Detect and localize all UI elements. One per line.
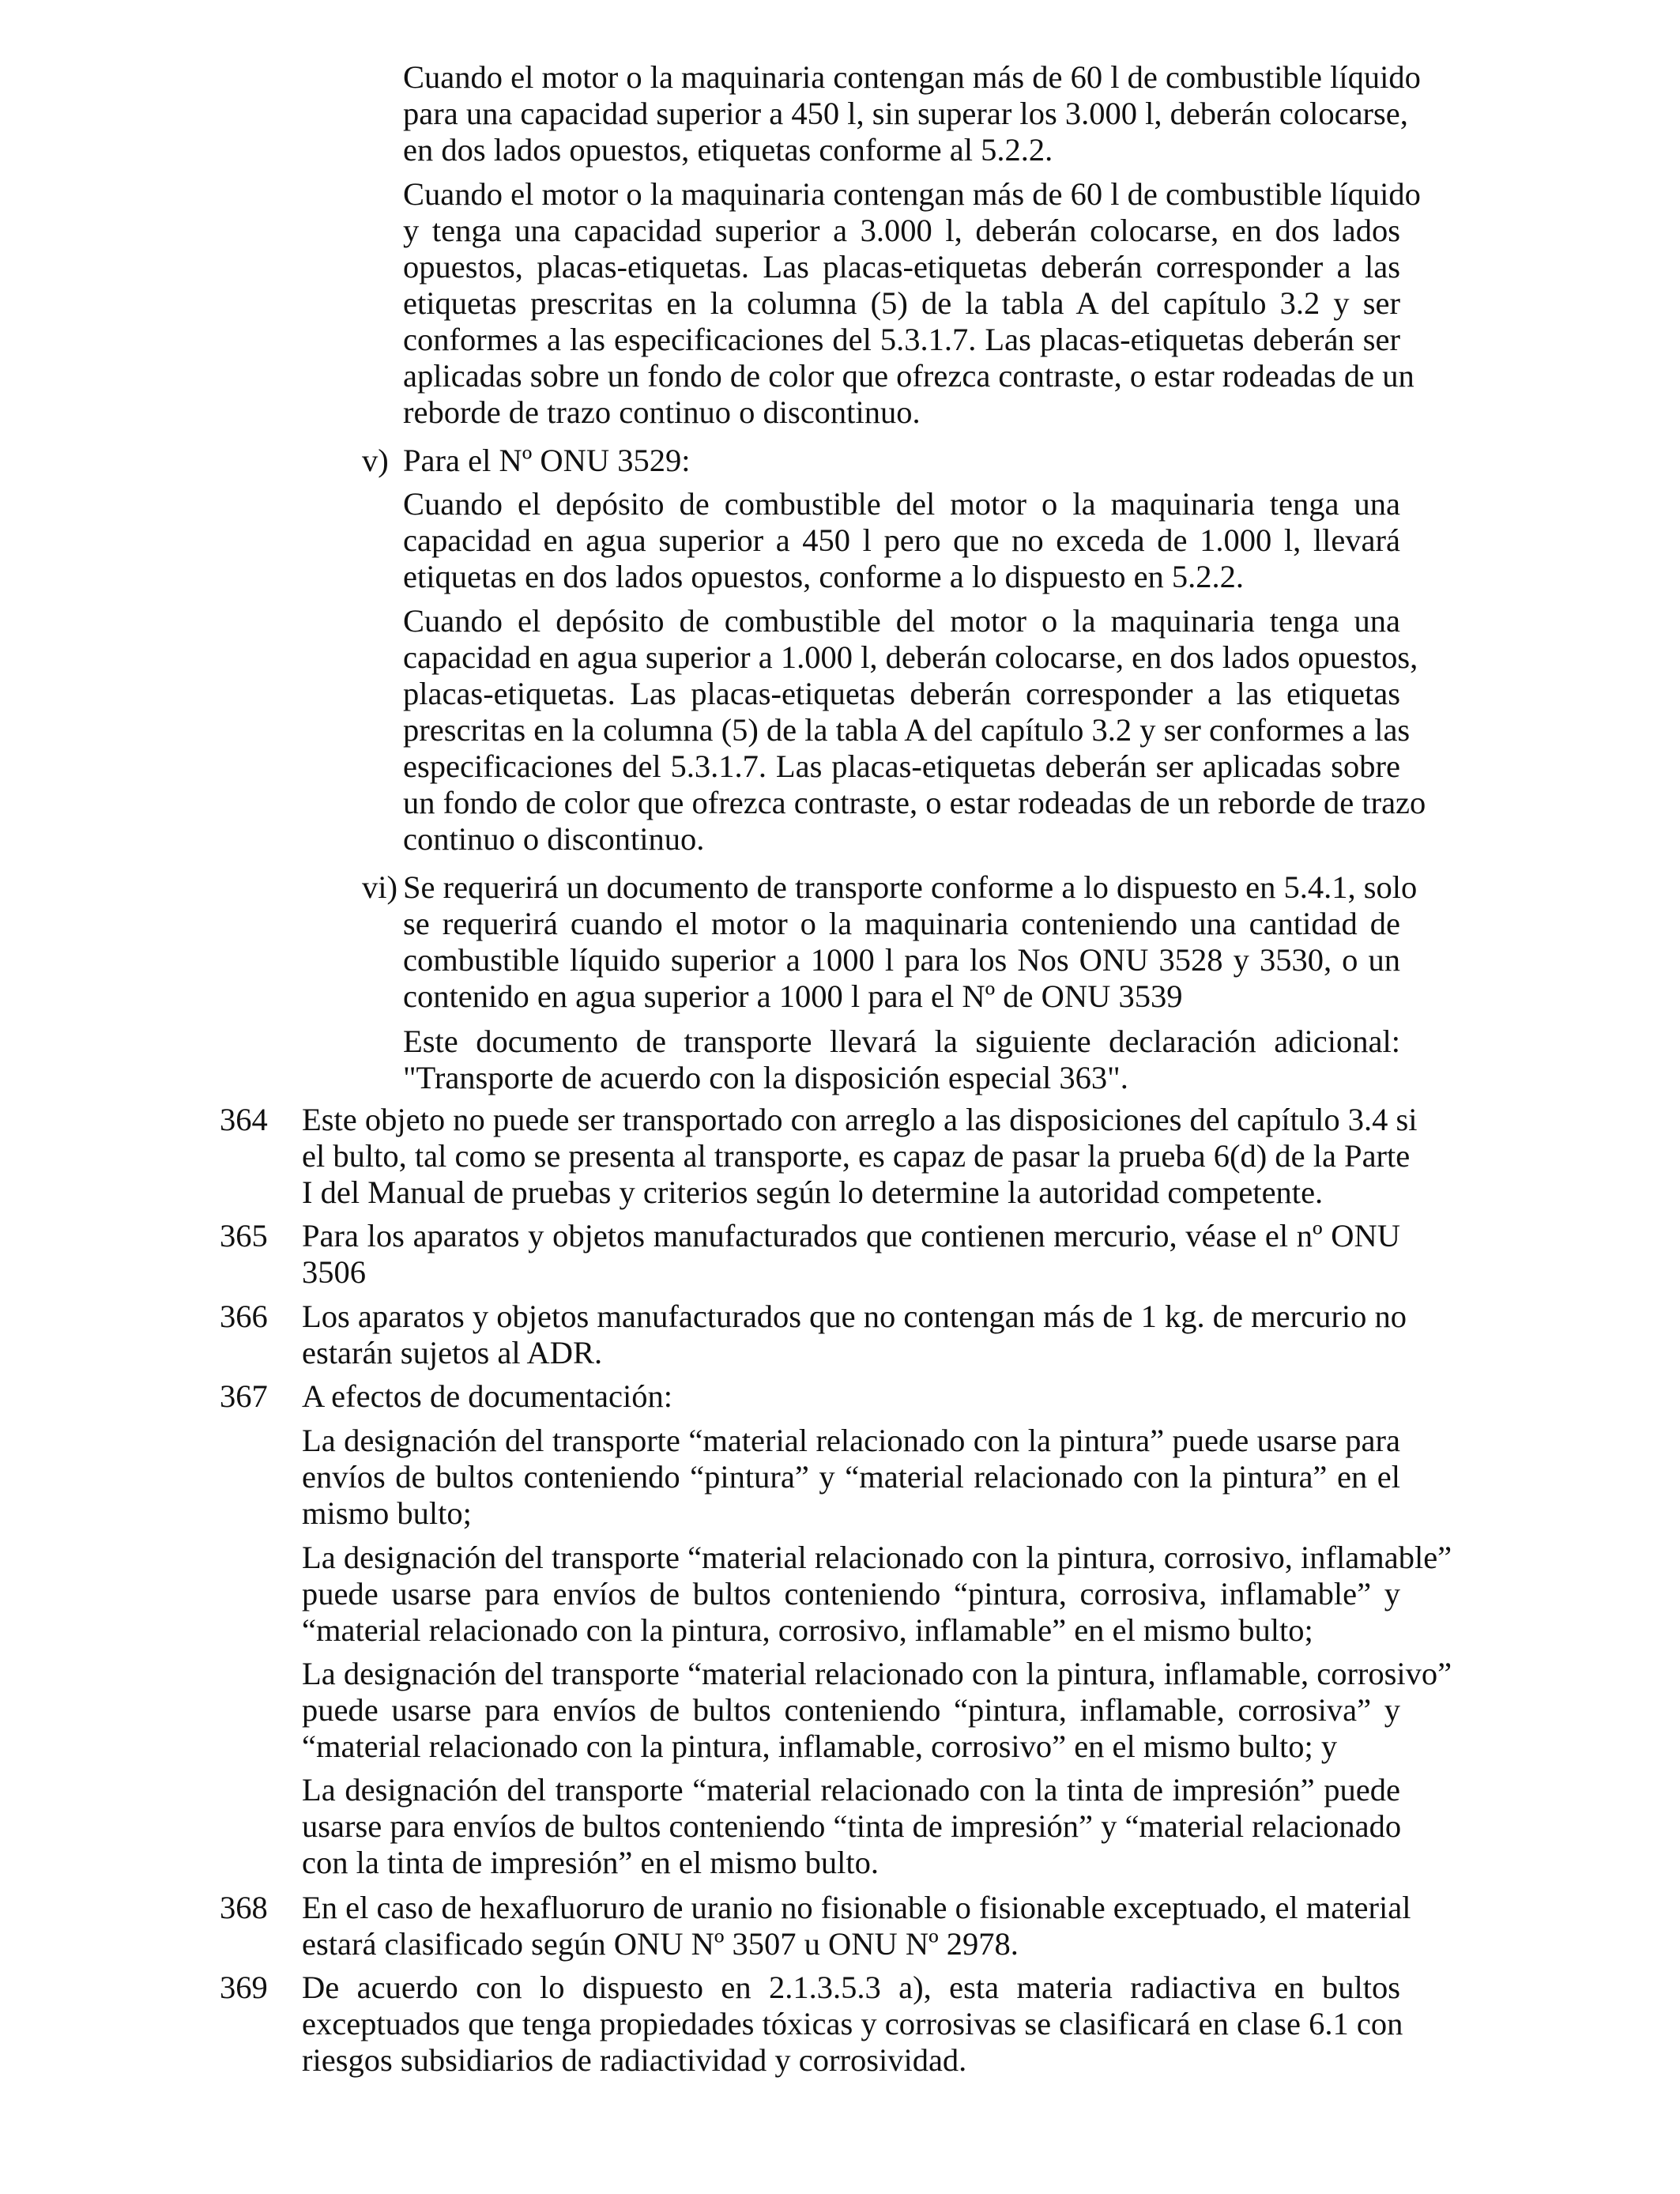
text-line: De acuerdo con lo dispuesto en 2.1.3.5.3 a), esta materia radiactiva en bultos xyxy=(302,1970,1400,2005)
text-line: “material relacionado con la pintura, inflamable, corrosivo” en el mismo bulto; y xyxy=(302,1728,1338,1764)
text-line: capacidad en agua superior a 1.000 l, deberán colocarse, en dos lados opuestos, xyxy=(403,639,1418,675)
text-line: Cuando el depósito de combustible del motor o la maquinaria tenga una xyxy=(403,603,1400,639)
provision-number-369: 369 xyxy=(220,1970,268,2005)
text-line: La designación del transporte “material relacionado con la pintura, inflamable, corrosivo” xyxy=(302,1656,1452,1691)
paragraph-9 xyxy=(302,1772,1400,1881)
text-line: para una capacidad superior a 450 l, sin superar los 3.000 l, deberán colocarse, xyxy=(403,96,1408,131)
text-line: En el caso de hexafluoruro de uranio no fisionable o fisionable exceptuado, el material xyxy=(302,1890,1411,1925)
text-line: A efectos de documentación: xyxy=(302,1378,672,1414)
paragraph-1 xyxy=(403,59,1421,168)
provision-364-text xyxy=(302,1102,1418,1211)
text-line: continuo o discontinuo. xyxy=(403,821,705,857)
provision-number-365: 365 xyxy=(220,1218,268,1253)
text-line: el bulto, tal como se presenta al transporte, es capaz de pasar la prueba 6(d) de la Parte xyxy=(302,1138,1411,1174)
text-line: I del Manual de pruebas y criterios según lo determine la autoridad competente. xyxy=(302,1174,1324,1210)
text-line: envíos de bultos conteniendo “pintura” y “material relacionado con la pintura” en el xyxy=(302,1459,1400,1495)
paragraph-7 xyxy=(302,1540,1452,1649)
paragraph-5 xyxy=(403,1023,1400,1096)
provision-368-text xyxy=(302,1890,1411,1962)
provision-366-text xyxy=(302,1299,1407,1371)
text-line: Cuando el motor o la maquinaria contengan más de 60 l de combustible líquido xyxy=(403,59,1421,95)
text-line: riesgos subsidiarios de radiactividad y corrosividad. xyxy=(302,2042,967,2078)
text-line: capacidad en agua superior a 450 l pero que no exceda de 1.000 l, llevará xyxy=(403,522,1400,558)
text-line: etiquetas prescritas en la columna (5) de la tabla A del capítulo 3.2 y ser xyxy=(403,285,1400,321)
text-line: un fondo de color que ofrezca contraste, o estar rodeadas de un reborde de trazo xyxy=(403,785,1426,820)
text-line: con la tinta de impresión” en el mismo bulto. xyxy=(302,1845,879,1880)
text-line: exceptuados que tenga propiedades tóxicas y corrosivas se clasificará en clase 6.1 con xyxy=(302,2006,1403,2041)
text-line: en dos lados opuestos, etiquetas conforme al 5.2.2. xyxy=(403,132,1053,168)
provision-number-368: 368 xyxy=(220,1890,268,1925)
provision-365-text xyxy=(302,1218,1400,1291)
text-line: estarán sujetos al ADR. xyxy=(302,1335,603,1370)
text-line: Cuando el motor o la maquinaria contengan más de 60 l de combustible líquido xyxy=(403,176,1421,212)
provision-number-366: 366 xyxy=(220,1299,268,1334)
text-line: Los aparatos y objetos manufacturados que no contengan más de 1 kg. de mercurio no xyxy=(302,1299,1407,1334)
item-marker-v: v) xyxy=(362,443,389,478)
text-line: Para el Nº ONU 3529: xyxy=(403,443,691,478)
paragraph-8 xyxy=(302,1656,1452,1765)
item-marker-vi: vi) xyxy=(362,869,397,905)
text-line: “material relacionado con la pintura, corrosivo, inflamable” en el mismo bulto; xyxy=(302,1612,1313,1648)
text-line: 3506 xyxy=(302,1254,366,1290)
paragraph-6 xyxy=(302,1423,1400,1532)
text-line: opuestos, placas-etiquetas. Las placas-etiquetas deberán corresponder a las xyxy=(403,249,1400,285)
text-line: y tenga una capacidad superior a 3.000 l, deberán colocarse, en dos lados xyxy=(403,213,1400,248)
provision-367-heading xyxy=(302,1378,1400,1415)
text-line: etiquetas en dos lados opuestos, conforme a lo dispuesto en 5.2.2. xyxy=(403,559,1245,594)
provision-369-text xyxy=(302,1970,1403,2079)
text-line: La designación del transporte “material relacionado con la pintura” puede usarse para xyxy=(302,1423,1400,1458)
text-line: Este documento de transporte llevará la siguiente declaración adicional: xyxy=(403,1023,1400,1059)
provision-number-364: 364 xyxy=(220,1102,268,1137)
text-line: especificaciones del 5.3.1.7. Las placas-etiquetas deberán ser aplicadas sobre xyxy=(403,748,1400,784)
text-line: aplicadas sobre un fondo de color que ofrezca contraste, o estar rodeadas de un xyxy=(403,358,1414,394)
text-line: Para los aparatos y objetos manufacturados que contienen mercurio, véase el nº ONU xyxy=(302,1218,1400,1253)
text-line: estará clasificado según ONU Nº 3507 u ONU Nº 2978. xyxy=(302,1926,1019,1962)
item-v-heading xyxy=(403,443,1400,479)
text-line: La designación del transporte “material relacionado con la tinta de impresión” puede xyxy=(302,1772,1400,1808)
text-line: placas-etiquetas. Las placas-etiquetas deberán corresponder a las etiquetas xyxy=(403,676,1400,711)
text-line: puede usarse para envíos de bultos conteniendo “pintura, corrosiva, inflamable” y xyxy=(302,1576,1400,1612)
text-line: reborde de trazo continuo o discontinuo. xyxy=(403,394,921,430)
text-line: combustible líquido superior a 1000 l para los Nos ONU 3528 y 3530, o un xyxy=(403,942,1400,978)
text-line: La designación del transporte “material relacionado con la pintura, corrosivo, inflamable” xyxy=(302,1540,1452,1575)
item-vi xyxy=(403,869,1418,1015)
text-line: Se requerirá un documento de transporte conforme a lo dispuesto en 5.4.1, solo xyxy=(403,869,1418,905)
text-line: prescritas en la columna (5) de la tabla A del capítulo 3.2 y ser conformes a las xyxy=(403,712,1411,748)
text-line: contenido en agua superior a 1000 l para el Nº de ONU 3539 xyxy=(403,978,1183,1014)
paragraph-3 xyxy=(403,486,1400,595)
text-line: Este objeto no puede ser transportado con arreglo a las disposiciones del capítulo 3.4 si xyxy=(302,1102,1418,1137)
text-line: usarse para envíos de bultos conteniendo “tinta de impresión” y “material relacionado xyxy=(302,1808,1402,1844)
text-line: puede usarse para envíos de bultos conteniendo “pintura, inflamable, corrosiva” y xyxy=(302,1692,1400,1728)
paragraph-4 xyxy=(403,603,1426,858)
provision-number-367: 367 xyxy=(220,1378,268,1414)
text-line: conformes a las especificaciones del 5.3.1.7. Las placas-etiquetas deberán ser xyxy=(403,322,1400,357)
text-line: "Transporte de acuerdo con la disposición especial 363". xyxy=(403,1060,1128,1095)
text-line: mismo bulto; xyxy=(302,1495,472,1531)
text-line: Cuando el depósito de combustible del motor o la maquinaria tenga una xyxy=(403,486,1400,522)
text-line: se requerirá cuando el motor o la maquinaria conteniendo una cantidad de xyxy=(403,906,1400,941)
paragraph-2 xyxy=(403,176,1421,431)
